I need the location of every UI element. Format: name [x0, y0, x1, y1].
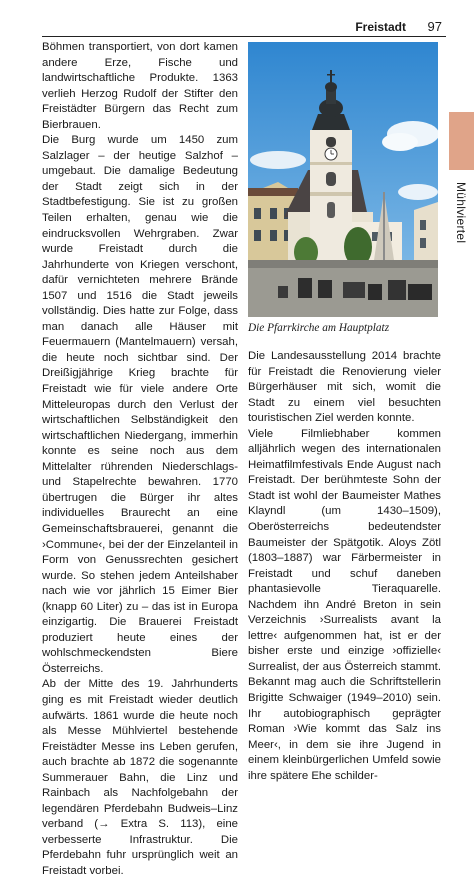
section-title: Freistadt [355, 20, 406, 34]
paragraph: Die Landesausstellung 2014 brachte für Freistadt die Renovierung vieler Bürgerhäuser mit sich, womit die Stadt zu einem viel besuchten touristischen Ziel werden konnte. [248, 350, 441, 425]
church-photo [248, 42, 438, 317]
running-header [42, 14, 446, 37]
chapter-thumb-tab [449, 112, 474, 170]
paragraph: Viele Filmliebhaber kommen alljährlich wegen des internationalen Heimatfilmfestivals Ende August nach Freistadt. Der berühmteste Sohn der Stadt ist wohl der Baumeister Mathes Klayndl (um 1430–1509), Oberösterreichs bedeutendster Baumeister der Spätgotik. Aloys Zötl (1803–1887) war Färbermeister in Freistadt und schuf daneben phantasievolle Tieraquarelle. Nachdem ihn André Breton in sein Verzeichnis ›Surrealists avant la lettre‹ aufgenommen hat, ist er der bisher erste und einzige ›offizielle‹ Surrealist, der aus Österreich stammt. Bekannt mag auch die Schriftstellerin Brigitte Schwaiger (1949–2010) sein. Ihr autobiographisch geprägter Roman ›Wie kommt das Salz ins Meer‹, in dem sie ihre Jugend in einem kleinbürgerlichen Umfeld sowie ihre spätere Ehe schilder- [248, 427, 441, 782]
paragraph: Die Burg wurde um 1450 zum Salzlager – der heutige Salzhof – umgebaut. Die damalige Bedeutung der Stadt zeigt sich in der Stadtbefestigung. Sie ist zu großen Teilen erhalten, genau wie die eindrucksvollen Wehrgraben. Zwar wurde Freistadt durch die Jahrhunderte von Kriegen verschont, dafür vernichteten mehrere Brände 1507 und 1516 die Stadt jeweils vollständig. Dies hatte zur Folge, dass man danach alle Häuser mit Feuermauern (Mantelmauern) versah, die heute noch sichtbar sind. Der Dreißigjährige Krieg brachte für Freistadt wie für viele andere Orte Mitteleuropas durch den Verlust der wirtschaftlichen Selbständigkeit den wirtschaftlichen Niedergang, immerhin konnte es seine noch aus dem Mittelalter rührenden Niederschlags- und Stapelrechte bewahren. 1770 übertrugen die Bürger ihr altes individuelles Braurecht an eine Gemeinschaftsbrauerei, genannt die ›Commune‹, bei der der Einzelanteil in Form von Genussrechten gesichert wurde. So stehen jedem Anteilshaber nach wie vor jährlich 15 Eimer Bier (knapp 60 Liter) zu – das ist in Europa einzigartig. Die Brauerei Freistadt produziert heute eines der wohlschmeckendsten Biere Österreichs. [42, 134, 238, 675]
paragraph: Ab der Mitte des 19. Jahrhunderts ging es mit Freistadt wieder deutlich aufwärts. 1861 wurde die heute noch als Messe Mühlviertel bestehende Freistädter Messe ins Leben gerufen, auch brachte ab 1872 die sogenannte Summerauer Bahn, die Linz und Rainbach als Nachfolgebahn der legendären Pferdebahn Budweis–Linz verband (→ Extra S. 113), eine verbesserte Infrastruktur. Die Pferdebahn fuhr ursprünglich weit an Freistadt vorbei. [42, 678, 238, 877]
page-number: 97 [427, 19, 442, 34]
paragraph: Böhmen transportiert, von dort kamen andere Erze, Fische und landwirtschaftliche Produkte. 1363 verlieh Herzog Rudolf der Stifter den Freistädter Bürgern das Recht zum Bierbrauen. [42, 41, 238, 131]
chapter-side-label: Mühlviertel [454, 182, 468, 244]
left-text-column [42, 40, 238, 880]
right-text-column [248, 349, 441, 784]
figure-caption: Die Pfarrkirche am Hauptplatz [248, 322, 390, 334]
